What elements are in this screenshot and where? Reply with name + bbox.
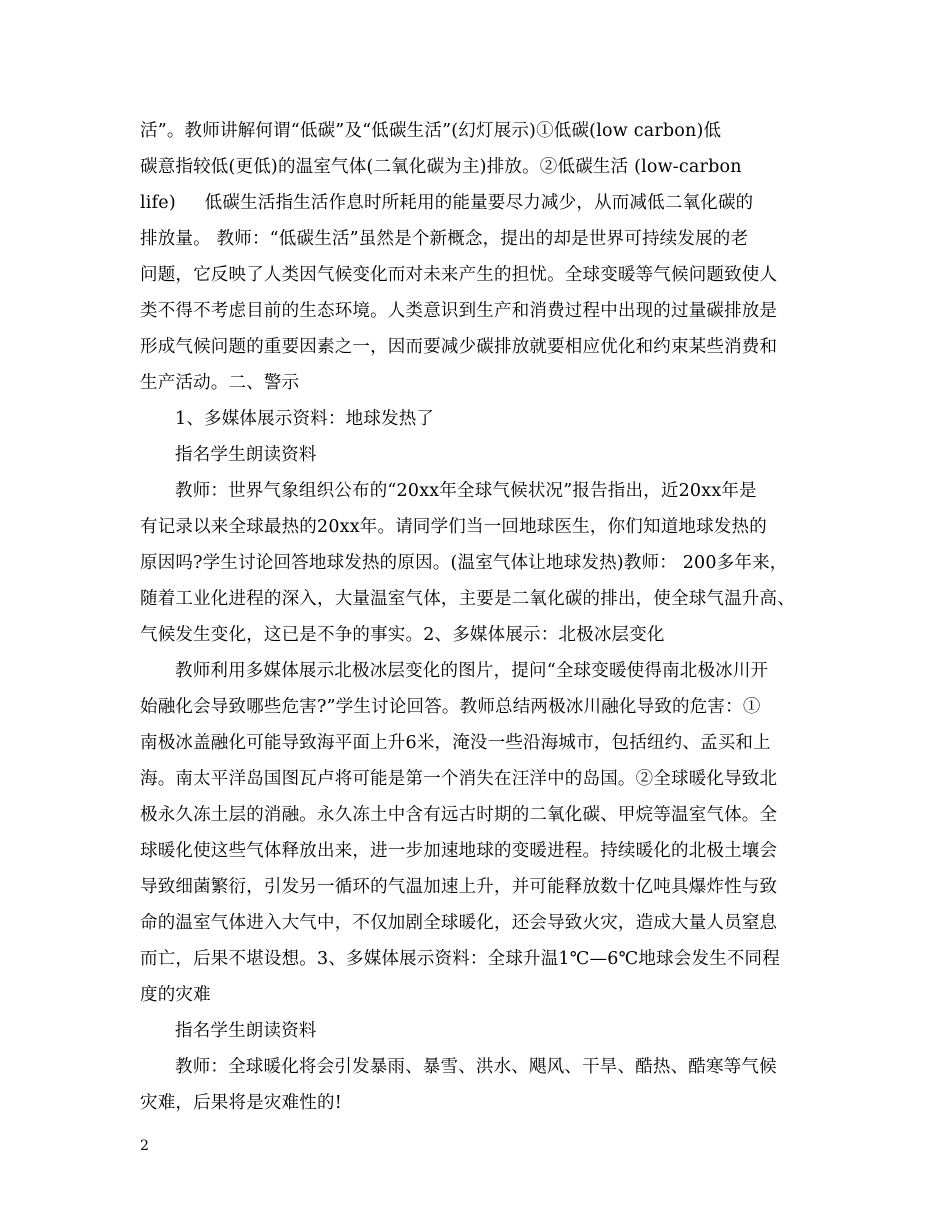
text-line: 气候发生变化，这已是不争的事实。2、多媒体展示：北极冰层变化 [140, 625, 665, 645]
page-number: 2 [140, 1138, 149, 1154]
text-line: 海。南太平洋岛国图瓦卢将可能是第一个消失在汪洋中的岛国。②全球暖化导致北 [140, 769, 778, 789]
text-line: 碳意指较低(更低)的温室气体(二氧化碳为主)排放。②低碳生活 (low-carbon [140, 157, 742, 177]
text-line: 南极冰盖融化可能导致海平面上升6米，淹没一些沿海城市，包括纽约、孟买和上 [140, 733, 771, 753]
text-line: 活”。教师讲解何谓“低碳”及“低碳生活”(幻灯展示)①低碳(low carbon)低 [140, 121, 722, 141]
text-line: 原因吗?学生讨论回答地球发热的原因。(温室气体让地球发热)教师： 200多年来， [140, 553, 788, 573]
text-line: 指名学生朗读资料 [175, 1021, 317, 1041]
text-line: 1、多媒体展示资料：地球发热了 [175, 409, 435, 429]
text-line: 形成气候问题的重要因素之一，因而要减少碳排放就要相应优化和约束某些消费和 [140, 337, 778, 357]
text-line: 始融化会导致哪些危害?”学生讨论回答。教师总结两极冰川融化导致的危害：① [140, 697, 761, 717]
text-line: 球暖化使这些气体释放出来，进一步加速地球的变暖进程。持续暖化的北极土壤会 [140, 841, 778, 861]
text-line: 而亡，后果不堪设想。3、多媒体展示资料：全球升温1℃—6℃地球会发生不同程 [140, 949, 780, 969]
text-line: 教师利用多媒体展示北极冰层变化的图片，提问“全球变暖使得南北极冰川开 [175, 661, 769, 681]
text-line: 排放量。 教师：“低碳生活”虽然是个新概念，提出的却是世界可持续发展的老 [140, 229, 749, 249]
text-line: 生产活动。二、警示 [140, 373, 300, 393]
text-line: 极永久冻土层的消融。永久冻土中含有远古时期的二氧化碳、甲烷等温室气体。全 [140, 805, 778, 825]
text-line: 教师：全球暖化将会引发暴雨、暴雪、洪水、飓风、干旱、酷热、酷寒等气候 [175, 1057, 777, 1077]
text-line: 有记录以来全球最热的20xx年。请同学们当一回地球医生，你们知道地球发热的 [140, 517, 767, 537]
text-line: 导致细菌繁衍，引发另一循环的气温加速上升，并可能释放数十亿吨具爆炸性与致 [140, 877, 778, 897]
text-line: 度的灾难 [140, 985, 211, 1005]
text-line: 随着工业化进程的深入，大量温室气体，主要是二氧化碳的排出，使全球气温升高、 [140, 589, 795, 609]
text-line: 问题，它反映了人类因气候变化而对未来产生的担忧。全球变暖等气候问题致使人 [140, 265, 778, 285]
text-line: 类不得不考虑目前的生态环境。人类意识到生产和消费过程中出现的过量碳排放是 [140, 301, 778, 321]
text-line: life) 低碳生活指生活作息时所耗用的能量要尽力减少，从而减低二氧化碳的 [140, 193, 754, 213]
text-line: 命的温室气体进入大气中，不仅加剧全球暖化，还会导致火灾，造成大量人员窒息 [140, 913, 778, 933]
text-line: 教师：世界气象组织公布的“20xx年全球气候状况”报告指出，近20xx年是 [175, 481, 757, 501]
text-line: 指名学生朗读资料 [175, 445, 317, 465]
text-line: 灾难，后果将是灾难性的! [140, 1093, 342, 1113]
